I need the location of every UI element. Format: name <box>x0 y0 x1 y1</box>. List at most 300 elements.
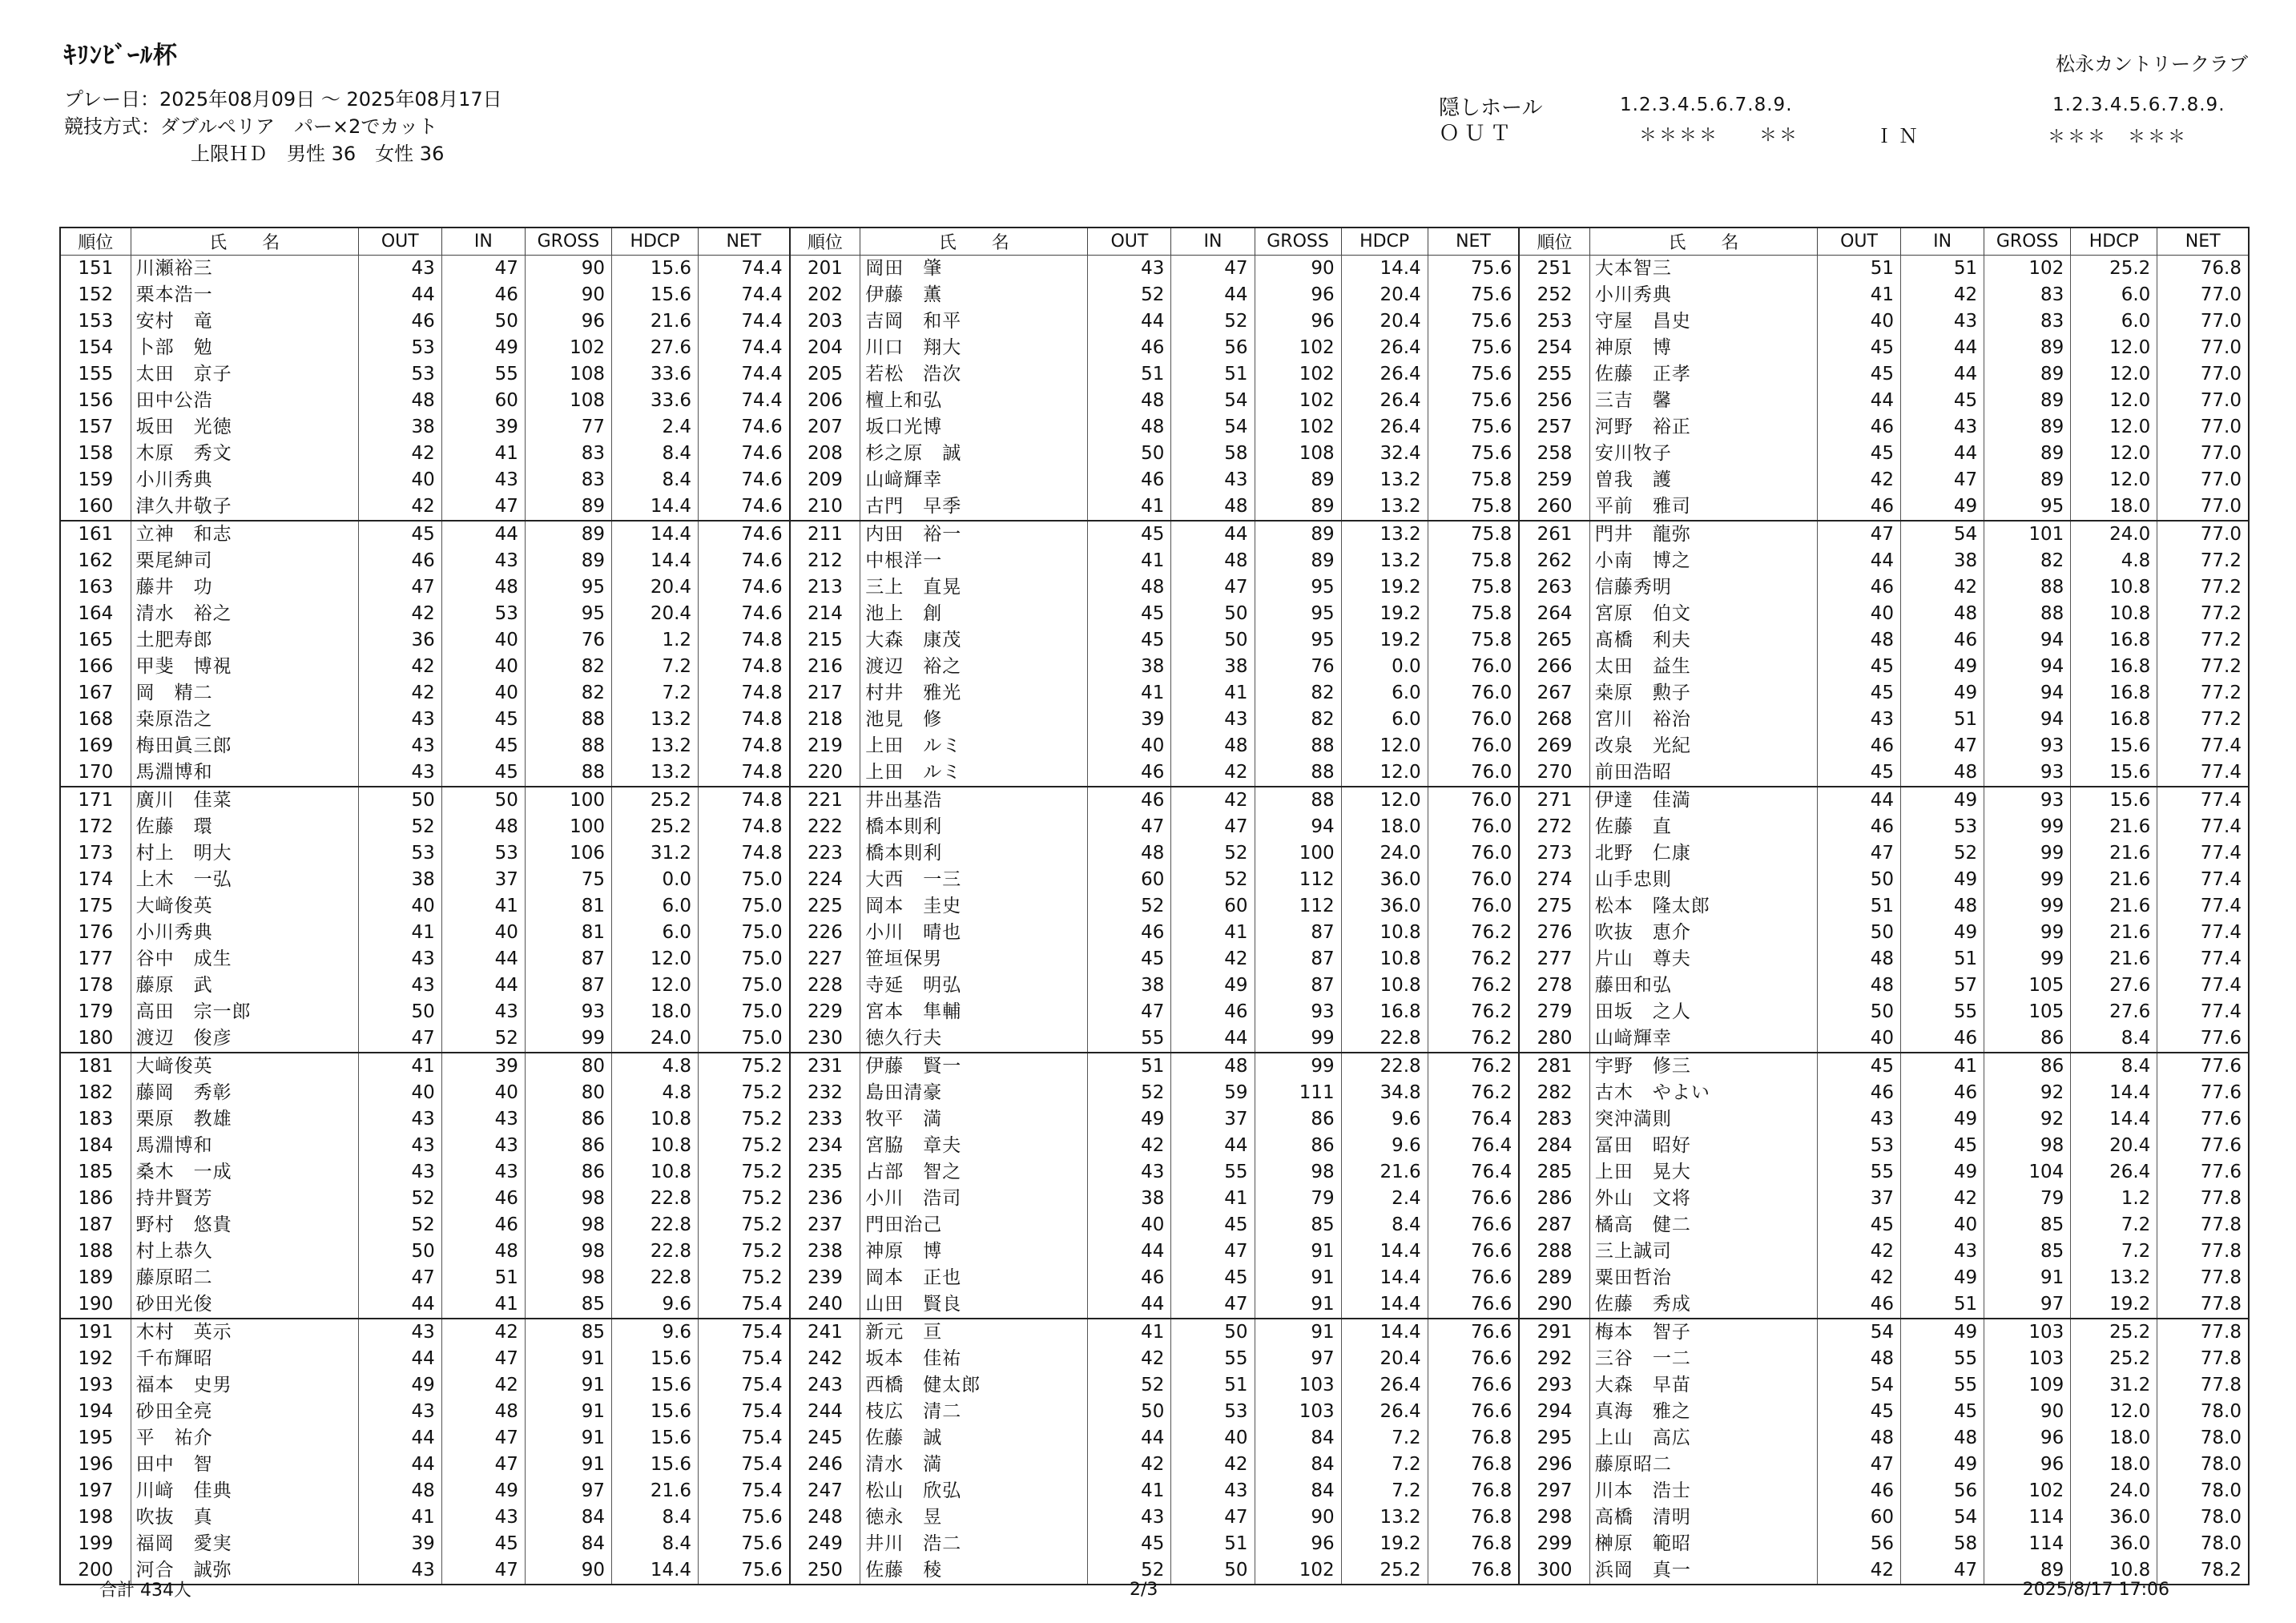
cell-rank: 208 <box>790 441 860 467</box>
cell-in: 49 <box>1901 867 1984 893</box>
cell-out: 46 <box>1088 467 1171 493</box>
cell-name: 山﨑輝幸 <box>1589 1025 1817 1053</box>
cell-gross: 99 <box>1984 893 2071 920</box>
cell-out: 38 <box>1088 973 1171 999</box>
play-date: プレー日：2025年08月09日 ～ 2025年08月17日 <box>64 88 502 111</box>
cell-rank: 271 <box>1519 787 1589 814</box>
cell-rank: 244 <box>790 1399 860 1425</box>
table-row <box>60 1212 2249 1238</box>
cell-in: 56 <box>1901 1478 1984 1504</box>
cell-out: 53 <box>358 840 441 867</box>
cell-rank: 198 <box>60 1504 131 1531</box>
cell-hdcp: 12.0 <box>1341 787 1428 814</box>
cell-net: 75.8 <box>1428 493 1519 521</box>
cell-name: 藤田和弘 <box>1589 973 1817 999</box>
cell-name: 徳永 昱 <box>860 1504 1088 1531</box>
cell-gross: 98 <box>525 1212 611 1238</box>
cell-out: 49 <box>1088 1106 1171 1133</box>
cell-out: 42 <box>358 601 441 627</box>
table-row <box>60 787 2249 814</box>
cell-hdcp: 21.6 <box>2071 893 2157 920</box>
cell-in: 55 <box>1901 999 1984 1025</box>
cell-gross: 90 <box>1255 1504 1341 1531</box>
cell-out: 47 <box>1818 1452 1901 1478</box>
cell-rank: 178 <box>60 973 131 999</box>
cell-name: 上木 一弘 <box>131 867 358 893</box>
cell-in: 46 <box>1901 1025 1984 1053</box>
cell-name: 島田清豪 <box>860 1080 1088 1106</box>
cell-out: 43 <box>358 759 441 787</box>
cell-out: 49 <box>358 1372 441 1399</box>
cell-in: 41 <box>441 441 525 467</box>
cell-rank: 199 <box>60 1531 131 1557</box>
cell-gross: 112 <box>1255 893 1341 920</box>
cell-gross: 98 <box>1984 1133 2071 1159</box>
cell-rank: 234 <box>790 1133 860 1159</box>
table-row <box>60 840 2249 867</box>
cell-net: 75.6 <box>1428 335 1519 361</box>
cell-name: 野村 悠貴 <box>131 1212 358 1238</box>
cell-rank: 229 <box>790 999 860 1025</box>
cell-gross: 89 <box>1984 1557 2071 1585</box>
cell-hdcp: 15.6 <box>2071 733 2157 759</box>
cell-rank: 243 <box>790 1372 860 1399</box>
cell-net: 77.0 <box>2157 388 2249 414</box>
cell-in: 47 <box>1901 1557 1984 1585</box>
cell-net: 77.4 <box>2157 840 2249 867</box>
cell-hdcp: 7.2 <box>2071 1212 2157 1238</box>
header-name: 氏 名 <box>1589 228 1817 256</box>
cell-name: 桒原浩之 <box>131 707 358 733</box>
cell-rank: 181 <box>60 1053 131 1080</box>
cell-net: 77.4 <box>2157 787 2249 814</box>
cell-hdcp: 10.8 <box>2071 1557 2157 1585</box>
cell-out: 48 <box>1818 973 1901 999</box>
cell-hdcp: 12.0 <box>1341 759 1428 787</box>
cell-out: 43 <box>1818 707 1901 733</box>
cell-in: 54 <box>1171 414 1255 441</box>
cell-rank: 241 <box>790 1319 860 1346</box>
cell-out: 46 <box>358 548 441 574</box>
cell-gross: 91 <box>1255 1238 1341 1265</box>
cell-name: 佐藤 稜 <box>860 1557 1088 1585</box>
header-gross: GROSS <box>1255 228 1341 256</box>
cell-name: 若松 浩次 <box>860 361 1088 388</box>
table-row <box>60 814 2249 840</box>
cell-net: 75.2 <box>699 1053 790 1080</box>
cell-name: 大﨑俊英 <box>131 1053 358 1080</box>
cell-in: 48 <box>1171 1053 1255 1080</box>
cell-rank: 169 <box>60 733 131 759</box>
cell-gross: 88 <box>1984 601 2071 627</box>
cell-hdcp: 1.2 <box>611 627 698 654</box>
cell-in: 47 <box>1901 733 1984 759</box>
cell-out: 43 <box>358 1557 441 1585</box>
cell-name: 曽我 護 <box>1589 467 1817 493</box>
cell-rank: 164 <box>60 601 131 627</box>
cell-rank: 177 <box>60 946 131 973</box>
cell-net: 75.6 <box>699 1557 790 1585</box>
cell-in: 47 <box>1171 1291 1255 1319</box>
cell-rank: 252 <box>1519 282 1589 308</box>
cell-gross: 112 <box>1255 867 1341 893</box>
cell-name: 佐藤 正孝 <box>1589 361 1817 388</box>
cell-in: 46 <box>441 1212 525 1238</box>
cell-name: 改泉 光紀 <box>1589 733 1817 759</box>
cell-in: 53 <box>1171 1399 1255 1425</box>
cell-rank: 163 <box>60 574 131 601</box>
cell-out: 52 <box>358 1186 441 1212</box>
cell-hdcp: 4.8 <box>611 1080 698 1106</box>
cell-name: 神原 博 <box>860 1238 1088 1265</box>
cell-name: 上山 高広 <box>1589 1425 1817 1452</box>
cell-rank: 202 <box>790 282 860 308</box>
cell-rank: 191 <box>60 1319 131 1346</box>
cell-out: 44 <box>1818 787 1901 814</box>
cell-in: 50 <box>1171 601 1255 627</box>
cell-net: 75.2 <box>699 1212 790 1238</box>
cell-name: 西橋 健太郎 <box>860 1372 1088 1399</box>
cell-hdcp: 6.0 <box>1341 707 1428 733</box>
cell-in: 48 <box>441 814 525 840</box>
cell-net: 74.4 <box>699 256 790 283</box>
cell-hdcp: 18.0 <box>2071 1425 2157 1452</box>
cell-name: 栗本浩一 <box>131 282 358 308</box>
cell-net: 77.4 <box>2157 999 2249 1025</box>
cell-gross: 86 <box>1255 1106 1341 1133</box>
cell-out: 46 <box>1818 414 1901 441</box>
cell-in: 60 <box>441 388 525 414</box>
cell-in: 47 <box>1171 814 1255 840</box>
table-header-row <box>60 228 2249 256</box>
cell-in: 38 <box>1171 654 1255 680</box>
cell-in: 55 <box>441 361 525 388</box>
cell-gross: 92 <box>1984 1106 2071 1133</box>
cell-in: 45 <box>1171 1212 1255 1238</box>
cell-net: 76.6 <box>1428 1399 1519 1425</box>
cell-hdcp: 18.0 <box>1341 814 1428 840</box>
cell-rank: 166 <box>60 654 131 680</box>
cell-hdcp: 13.2 <box>2071 1265 2157 1291</box>
cell-hdcp: 21.6 <box>2071 814 2157 840</box>
cell-in: 49 <box>1901 493 1984 521</box>
cell-hdcp: 13.2 <box>611 707 698 733</box>
cell-net: 75.8 <box>1428 521 1519 548</box>
cell-out: 51 <box>1818 893 1901 920</box>
cell-rank: 225 <box>790 893 860 920</box>
cell-net: 75.8 <box>1428 467 1519 493</box>
cell-net: 76.0 <box>1428 840 1519 867</box>
cell-out: 41 <box>1088 1319 1171 1346</box>
cell-gross: 91 <box>525 1399 611 1425</box>
cell-net: 74.8 <box>699 840 790 867</box>
cell-name: 坂口光博 <box>860 414 1088 441</box>
cell-in: 42 <box>1171 787 1255 814</box>
cell-in: 60 <box>1171 893 1255 920</box>
header-out: OUT <box>1088 228 1171 256</box>
cell-hdcp: 18.0 <box>2071 1452 2157 1478</box>
table-row <box>60 282 2249 308</box>
cell-rank: 295 <box>1519 1425 1589 1452</box>
cell-net: 76.8 <box>1428 1557 1519 1585</box>
cell-rank: 201 <box>790 256 860 283</box>
cell-hdcp: 8.4 <box>2071 1025 2157 1053</box>
cell-gross: 100 <box>525 787 611 814</box>
table-row <box>60 1238 2249 1265</box>
cell-in: 49 <box>1901 1106 1984 1133</box>
cell-hdcp: 12.0 <box>2071 1399 2157 1425</box>
cell-rank: 212 <box>790 548 860 574</box>
cell-gross: 83 <box>525 467 611 493</box>
cell-gross: 85 <box>1984 1212 2071 1238</box>
cell-net: 75.4 <box>699 1319 790 1346</box>
cell-gross: 114 <box>1984 1531 2071 1557</box>
cell-hdcp: 27.6 <box>2071 973 2157 999</box>
cell-rank: 286 <box>1519 1186 1589 1212</box>
cell-net: 76.6 <box>1428 1291 1519 1319</box>
cell-out: 38 <box>358 867 441 893</box>
cell-rank: 218 <box>790 707 860 733</box>
cell-rank: 159 <box>60 467 131 493</box>
cell-hdcp: 22.8 <box>1341 1053 1428 1080</box>
cell-rank: 242 <box>790 1346 860 1372</box>
cell-rank: 259 <box>1519 467 1589 493</box>
cell-name: 川口 翔大 <box>860 335 1088 361</box>
table-row <box>60 1080 2249 1106</box>
table-row <box>60 388 2249 414</box>
cell-net: 75.4 <box>699 1452 790 1478</box>
cell-hdcp: 24.0 <box>1341 840 1428 867</box>
cell-gross: 101 <box>1984 521 2071 548</box>
cell-gross: 99 <box>1984 920 2071 946</box>
cell-name: 村上 明大 <box>131 840 358 867</box>
cell-out: 46 <box>1818 1291 1901 1319</box>
cell-out: 51 <box>1818 256 1901 283</box>
cell-in: 42 <box>441 1372 525 1399</box>
cell-name: 土肥寿郎 <box>131 627 358 654</box>
cell-name: 藤原 武 <box>131 973 358 999</box>
cell-rank: 291 <box>1519 1319 1589 1346</box>
cell-net: 75.4 <box>699 1291 790 1319</box>
cell-in: 50 <box>1171 1319 1255 1346</box>
cell-out: 45 <box>1088 946 1171 973</box>
cell-out: 47 <box>358 1265 441 1291</box>
cell-out: 51 <box>1088 361 1171 388</box>
cell-net: 77.8 <box>2157 1372 2249 1399</box>
cell-hdcp: 14.4 <box>1341 256 1428 283</box>
cell-hdcp: 36.0 <box>2071 1531 2157 1557</box>
cell-name: 木村 英示 <box>131 1319 358 1346</box>
cell-out: 50 <box>1818 999 1901 1025</box>
cell-out: 42 <box>358 493 441 521</box>
cell-out: 46 <box>1818 1478 1901 1504</box>
cell-gross: 84 <box>1255 1425 1341 1452</box>
cell-net: 76.8 <box>1428 1425 1519 1452</box>
cell-gross: 91 <box>525 1452 611 1478</box>
cell-out: 40 <box>1818 601 1901 627</box>
cell-net: 76.6 <box>1428 1346 1519 1372</box>
cell-out: 52 <box>358 814 441 840</box>
cell-gross: 79 <box>1255 1186 1341 1212</box>
header-rank: 順位 <box>60 228 131 256</box>
cell-net: 75.0 <box>699 893 790 920</box>
cell-rank: 180 <box>60 1025 131 1053</box>
cell-rank: 250 <box>790 1557 860 1585</box>
cell-rank: 247 <box>790 1478 860 1504</box>
cell-in: 40 <box>1171 1425 1255 1452</box>
cell-net: 74.6 <box>699 548 790 574</box>
cell-gross: 89 <box>1984 441 2071 467</box>
cell-rank: 249 <box>790 1531 860 1557</box>
cell-gross: 102 <box>1255 361 1341 388</box>
cell-name: 檀上和弘 <box>860 388 1088 414</box>
cell-hdcp: 15.6 <box>611 282 698 308</box>
cell-net: 77.0 <box>2157 467 2249 493</box>
table-row <box>60 1504 2249 1531</box>
cell-rank: 285 <box>1519 1159 1589 1186</box>
cell-name: 牧平 満 <box>860 1106 1088 1133</box>
cell-net: 77.8 <box>2157 1238 2249 1265</box>
table-row <box>60 1372 2249 1399</box>
table-row <box>60 1053 2249 1080</box>
cell-name: 宮脇 章夫 <box>860 1133 1088 1159</box>
cell-hdcp: 6.0 <box>611 893 698 920</box>
cell-rank: 260 <box>1519 493 1589 521</box>
cell-gross: 93 <box>1984 759 2071 787</box>
cell-out: 43 <box>358 973 441 999</box>
cell-name: 神原 博 <box>1589 335 1817 361</box>
cell-in: 51 <box>1171 361 1255 388</box>
header-gross: GROSS <box>1984 228 2071 256</box>
cell-name: 桒原 勲子 <box>1589 680 1817 707</box>
cell-out: 41 <box>1088 548 1171 574</box>
cell-gross: 88 <box>525 759 611 787</box>
cell-out: 43 <box>358 733 441 759</box>
cell-net: 77.4 <box>2157 973 2249 999</box>
cell-in: 38 <box>1901 548 1984 574</box>
cell-name: 藤原昭二 <box>1589 1452 1817 1478</box>
cell-hdcp: 9.6 <box>611 1319 698 1346</box>
table-row <box>60 759 2249 787</box>
table-row <box>60 493 2249 521</box>
table-row <box>60 1531 2249 1557</box>
cell-gross: 87 <box>1255 973 1341 999</box>
cell-in: 49 <box>1901 1319 1984 1346</box>
cell-in: 52 <box>441 1025 525 1053</box>
cell-net: 77.0 <box>2157 493 2249 521</box>
header-hdcp: HDCP <box>611 228 698 256</box>
cell-hdcp: 25.2 <box>611 814 698 840</box>
cell-hdcp: 12.0 <box>611 946 698 973</box>
cell-in: 48 <box>1901 893 1984 920</box>
cell-out: 43 <box>358 1106 441 1133</box>
cell-rank: 157 <box>60 414 131 441</box>
cell-out: 43 <box>1088 1504 1171 1531</box>
cell-out: 42 <box>1088 1452 1171 1478</box>
cell-out: 46 <box>1818 733 1901 759</box>
cell-hdcp: 7.2 <box>611 680 698 707</box>
cell-rank: 193 <box>60 1372 131 1399</box>
cell-rank: 257 <box>1519 414 1589 441</box>
cell-in: 49 <box>1901 787 1984 814</box>
cell-hdcp: 16.8 <box>1341 999 1428 1025</box>
cell-gross: 98 <box>525 1238 611 1265</box>
cell-net: 77.8 <box>2157 1346 2249 1372</box>
cell-hdcp: 26.4 <box>1341 1372 1428 1399</box>
cell-hdcp: 36.0 <box>2071 1504 2157 1531</box>
competition-method: 競技方式：ダブルペリア パー×2でカット <box>64 115 438 138</box>
cell-name: 持井賢芳 <box>131 1186 358 1212</box>
table-row <box>60 1025 2249 1053</box>
cell-in: 51 <box>441 1265 525 1291</box>
table-row <box>60 1159 2249 1186</box>
cell-out: 50 <box>1088 1399 1171 1425</box>
cell-in: 47 <box>441 1346 525 1372</box>
page-number: 2/3 <box>1130 1580 1158 1600</box>
cell-hdcp: 10.8 <box>1341 973 1428 999</box>
table-row <box>60 1346 2249 1372</box>
cell-out: 50 <box>1818 867 1901 893</box>
cell-out: 47 <box>358 574 441 601</box>
cell-out: 39 <box>1088 707 1171 733</box>
table-row <box>60 999 2249 1025</box>
cell-gross: 83 <box>1984 282 2071 308</box>
cell-gross: 95 <box>1255 574 1341 601</box>
cell-in: 41 <box>1901 1053 1984 1080</box>
cell-gross: 93 <box>1984 733 2071 759</box>
table-row <box>60 1452 2249 1478</box>
cell-rank: 216 <box>790 654 860 680</box>
cell-hdcp: 21.6 <box>2071 867 2157 893</box>
cell-out: 40 <box>358 1080 441 1106</box>
cell-name: 上田 晃大 <box>1589 1159 1817 1186</box>
cell-out: 48 <box>1818 1425 1901 1452</box>
cell-hdcp: 27.6 <box>2071 999 2157 1025</box>
cell-name: 松本 隆太郎 <box>1589 893 1817 920</box>
cell-hdcp: 36.0 <box>1341 893 1428 920</box>
cell-hdcp: 8.4 <box>611 1504 698 1531</box>
cell-hdcp: 31.2 <box>2071 1372 2157 1399</box>
cell-net: 75.8 <box>1428 627 1519 654</box>
cell-in: 47 <box>441 1557 525 1585</box>
cell-gross: 83 <box>525 441 611 467</box>
cell-name: 藤原昭二 <box>131 1265 358 1291</box>
cell-in: 53 <box>1901 814 1984 840</box>
cell-out: 46 <box>1818 1080 1901 1106</box>
cell-name: 浜岡 真一 <box>1589 1557 1817 1585</box>
cell-gross: 86 <box>1984 1053 2071 1080</box>
cell-name: 内田 裕一 <box>860 521 1088 548</box>
cell-name: 卜部 勉 <box>131 335 358 361</box>
cell-gross: 89 <box>1255 521 1341 548</box>
cell-out: 46 <box>1818 574 1901 601</box>
cell-hdcp: 20.4 <box>611 601 698 627</box>
header-out: OUT <box>358 228 441 256</box>
handicap-limit: 上限ＨＤ 男性 36 女性 36 <box>191 143 445 165</box>
cell-rank: 237 <box>790 1212 860 1238</box>
cell-net: 77.4 <box>2157 946 2249 973</box>
cell-out: 52 <box>1088 1557 1171 1585</box>
cell-name: 外山 文将 <box>1589 1186 1817 1212</box>
cell-out: 40 <box>1818 1025 1901 1053</box>
total-count: 合計 434人 <box>99 1581 191 1601</box>
cell-hdcp: 2.4 <box>611 414 698 441</box>
cell-out: 48 <box>358 1478 441 1504</box>
cell-hdcp: 25.2 <box>2071 1346 2157 1372</box>
cell-rank: 220 <box>790 759 860 787</box>
cell-hdcp: 14.4 <box>611 1557 698 1585</box>
cell-out: 50 <box>358 999 441 1025</box>
